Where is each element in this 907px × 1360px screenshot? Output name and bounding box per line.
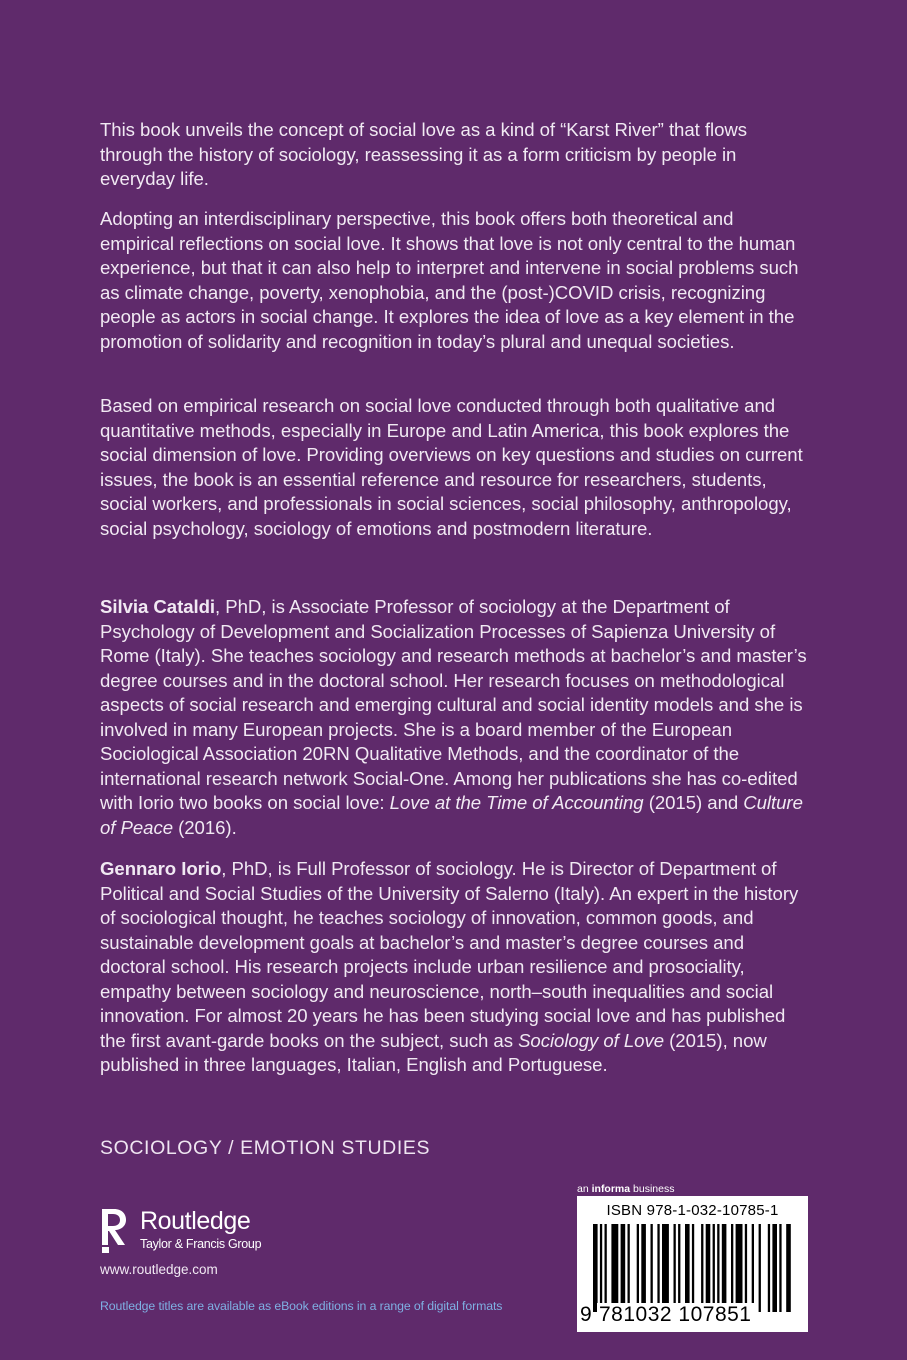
informa-business-label [577, 1183, 674, 1195]
barcode-bar [717, 1224, 719, 1312]
barcode-bar [685, 1224, 690, 1312]
barcode-first-digit: 9 [580, 1303, 593, 1326]
barcode-bar [651, 1224, 653, 1312]
barcode-bar [759, 1224, 761, 1312]
barcode-bar [745, 1224, 747, 1312]
ebook-note: Routledge titles are available as eBook editions in a range of digital formats [100, 1299, 503, 1313]
barcode-bar [621, 1224, 626, 1312]
description-paragraph-1 [100, 118, 812, 192]
isbn-number: ISBN 978-1-032-10785-1 [606, 1202, 779, 1219]
barcode-bar [772, 1224, 777, 1312]
barcode-bar [722, 1224, 727, 1312]
barcode-bar [713, 1224, 715, 1312]
barcode-bar [678, 1224, 680, 1312]
description-paragraph-3 [100, 394, 812, 541]
barcode-bar [593, 1224, 598, 1312]
informa-word: informa [591, 1183, 631, 1195]
barcode-digit-groups: 781032 107851 [599, 1303, 752, 1326]
barcode-bar [600, 1224, 602, 1312]
bio-text: (2016). [173, 816, 237, 838]
barcode-bar [731, 1224, 733, 1312]
barcode-bar [736, 1224, 743, 1312]
description-text: This book unveils the concept of social love as a kind of “Karst River” that flows through the history of sociology, reassessing it as a form criticism by people in everyday life. [100, 119, 747, 189]
barcode-bar [637, 1224, 639, 1312]
barcode-bar [657, 1224, 659, 1312]
subject-category: SOCIOLOGY / EMOTION STUDIES [100, 1137, 431, 1159]
barcode-bar [628, 1224, 630, 1312]
author-name: Gennaro Iorio [100, 858, 222, 879]
book-title: Sociology of Love [518, 1029, 665, 1051]
barcode-bar [662, 1224, 669, 1312]
bio-text: (2015), now published in three languages, Italian, English and Portuguese. [100, 1029, 767, 1075]
author-bio-text [100, 595, 812, 840]
description-text: Adopting an interdisciplinary perspective, this book offers both theoretical and empirical reflections on social love. It shows that love is not only central to the human experience, but that it can also help to interpret and intervene in social problems such as climate change, poverty, xenophobia, and the (post-)COVID crisis, recognizing people as actors in social change. It explores the idea of love as a key element in the promotion of solidarity and recognition in today’s plural and unequal societies. [100, 208, 799, 352]
barcode-bar [641, 1224, 646, 1312]
barcode-bar [786, 1224, 791, 1312]
bio-text: , PhD, is Full Professor of sociology. He is Director of Department of Political and Social Studies of the University of Salerno (Italy). An expert in the history of sociological thought, he teaches sociology of innovation, common goods, and sustainable development goals at bachelor’s and master’s degree courses and doctoral school. His research projects include urban resilience and prosociality, empathy between sociology and neuroscience, north–south inequalities and social innovation. For almost 20 years he has been studying social love and has published the first avant-garde books on the subject, such as [100, 858, 799, 1051]
publisher-logo [100, 1207, 320, 1257]
barcode-bar [692, 1224, 694, 1312]
informa-prefix: an [577, 1183, 592, 1195]
publisher-name: Routledge [140, 1207, 251, 1235]
publisher-website: www.routledge.com [100, 1262, 218, 1277]
routledge-r-icon [100, 1207, 130, 1255]
barcode-bar [611, 1224, 618, 1312]
barcode-bar [605, 1224, 607, 1312]
description-paragraph-2 [100, 207, 812, 354]
description-text: Based on empirical research on social love conducted through both qualitative and quantitative methods, especially in Europe and Latin America, this book explores the social dimension of love. Providing overviews on key questions and studies on current issues, the book is an essential reference and resource for researchers, students, social workers, and professionals in social sciences, social philosophy, anthropology, social psychology, sociology of emotions and postmodern literature. [100, 395, 803, 539]
book-title: Culture of Peace [100, 792, 803, 838]
barcode-bar [674, 1224, 676, 1312]
bio-text: (2015) and [643, 792, 744, 813]
author-bio-cataldi [100, 595, 812, 840]
author-bio-iorio [100, 857, 812, 1078]
barcode-bar [768, 1224, 770, 1312]
isbn-barcode [577, 1196, 808, 1332]
book-title: Love at the Time of Accounting [389, 792, 644, 813]
barcode-bar [752, 1224, 754, 1312]
barcode-bars [591, 1224, 795, 1312]
barcode-bar [779, 1224, 781, 1312]
bio-text: , PhD, is Associate Professor of sociology at the Department of Psychology of Development and Socialization Processes of Sapienza University of Rome (Italy). She teaches sociology and research methods at bachelor’s and master’s degree courses and in the doctoral school. Her research focuses on methodological aspects of social research and emerging cultural and social identity models and she is involved in many European projects. She is a board member of the European Sociological Association 20RN Qualitative Methods, and the coordinator of the international research network Social-One. Among her publications she has co-edited with Iorio two books on social love: [100, 596, 807, 813]
barcode-bar [706, 1224, 711, 1312]
author-bio-text [100, 857, 812, 1078]
barcode-bar [701, 1224, 703, 1312]
informa-suffix: business [630, 1183, 675, 1195]
author-name: Silvia Cataldi [100, 596, 216, 617]
publisher-group: Taylor & Francis Group [140, 1237, 262, 1251]
